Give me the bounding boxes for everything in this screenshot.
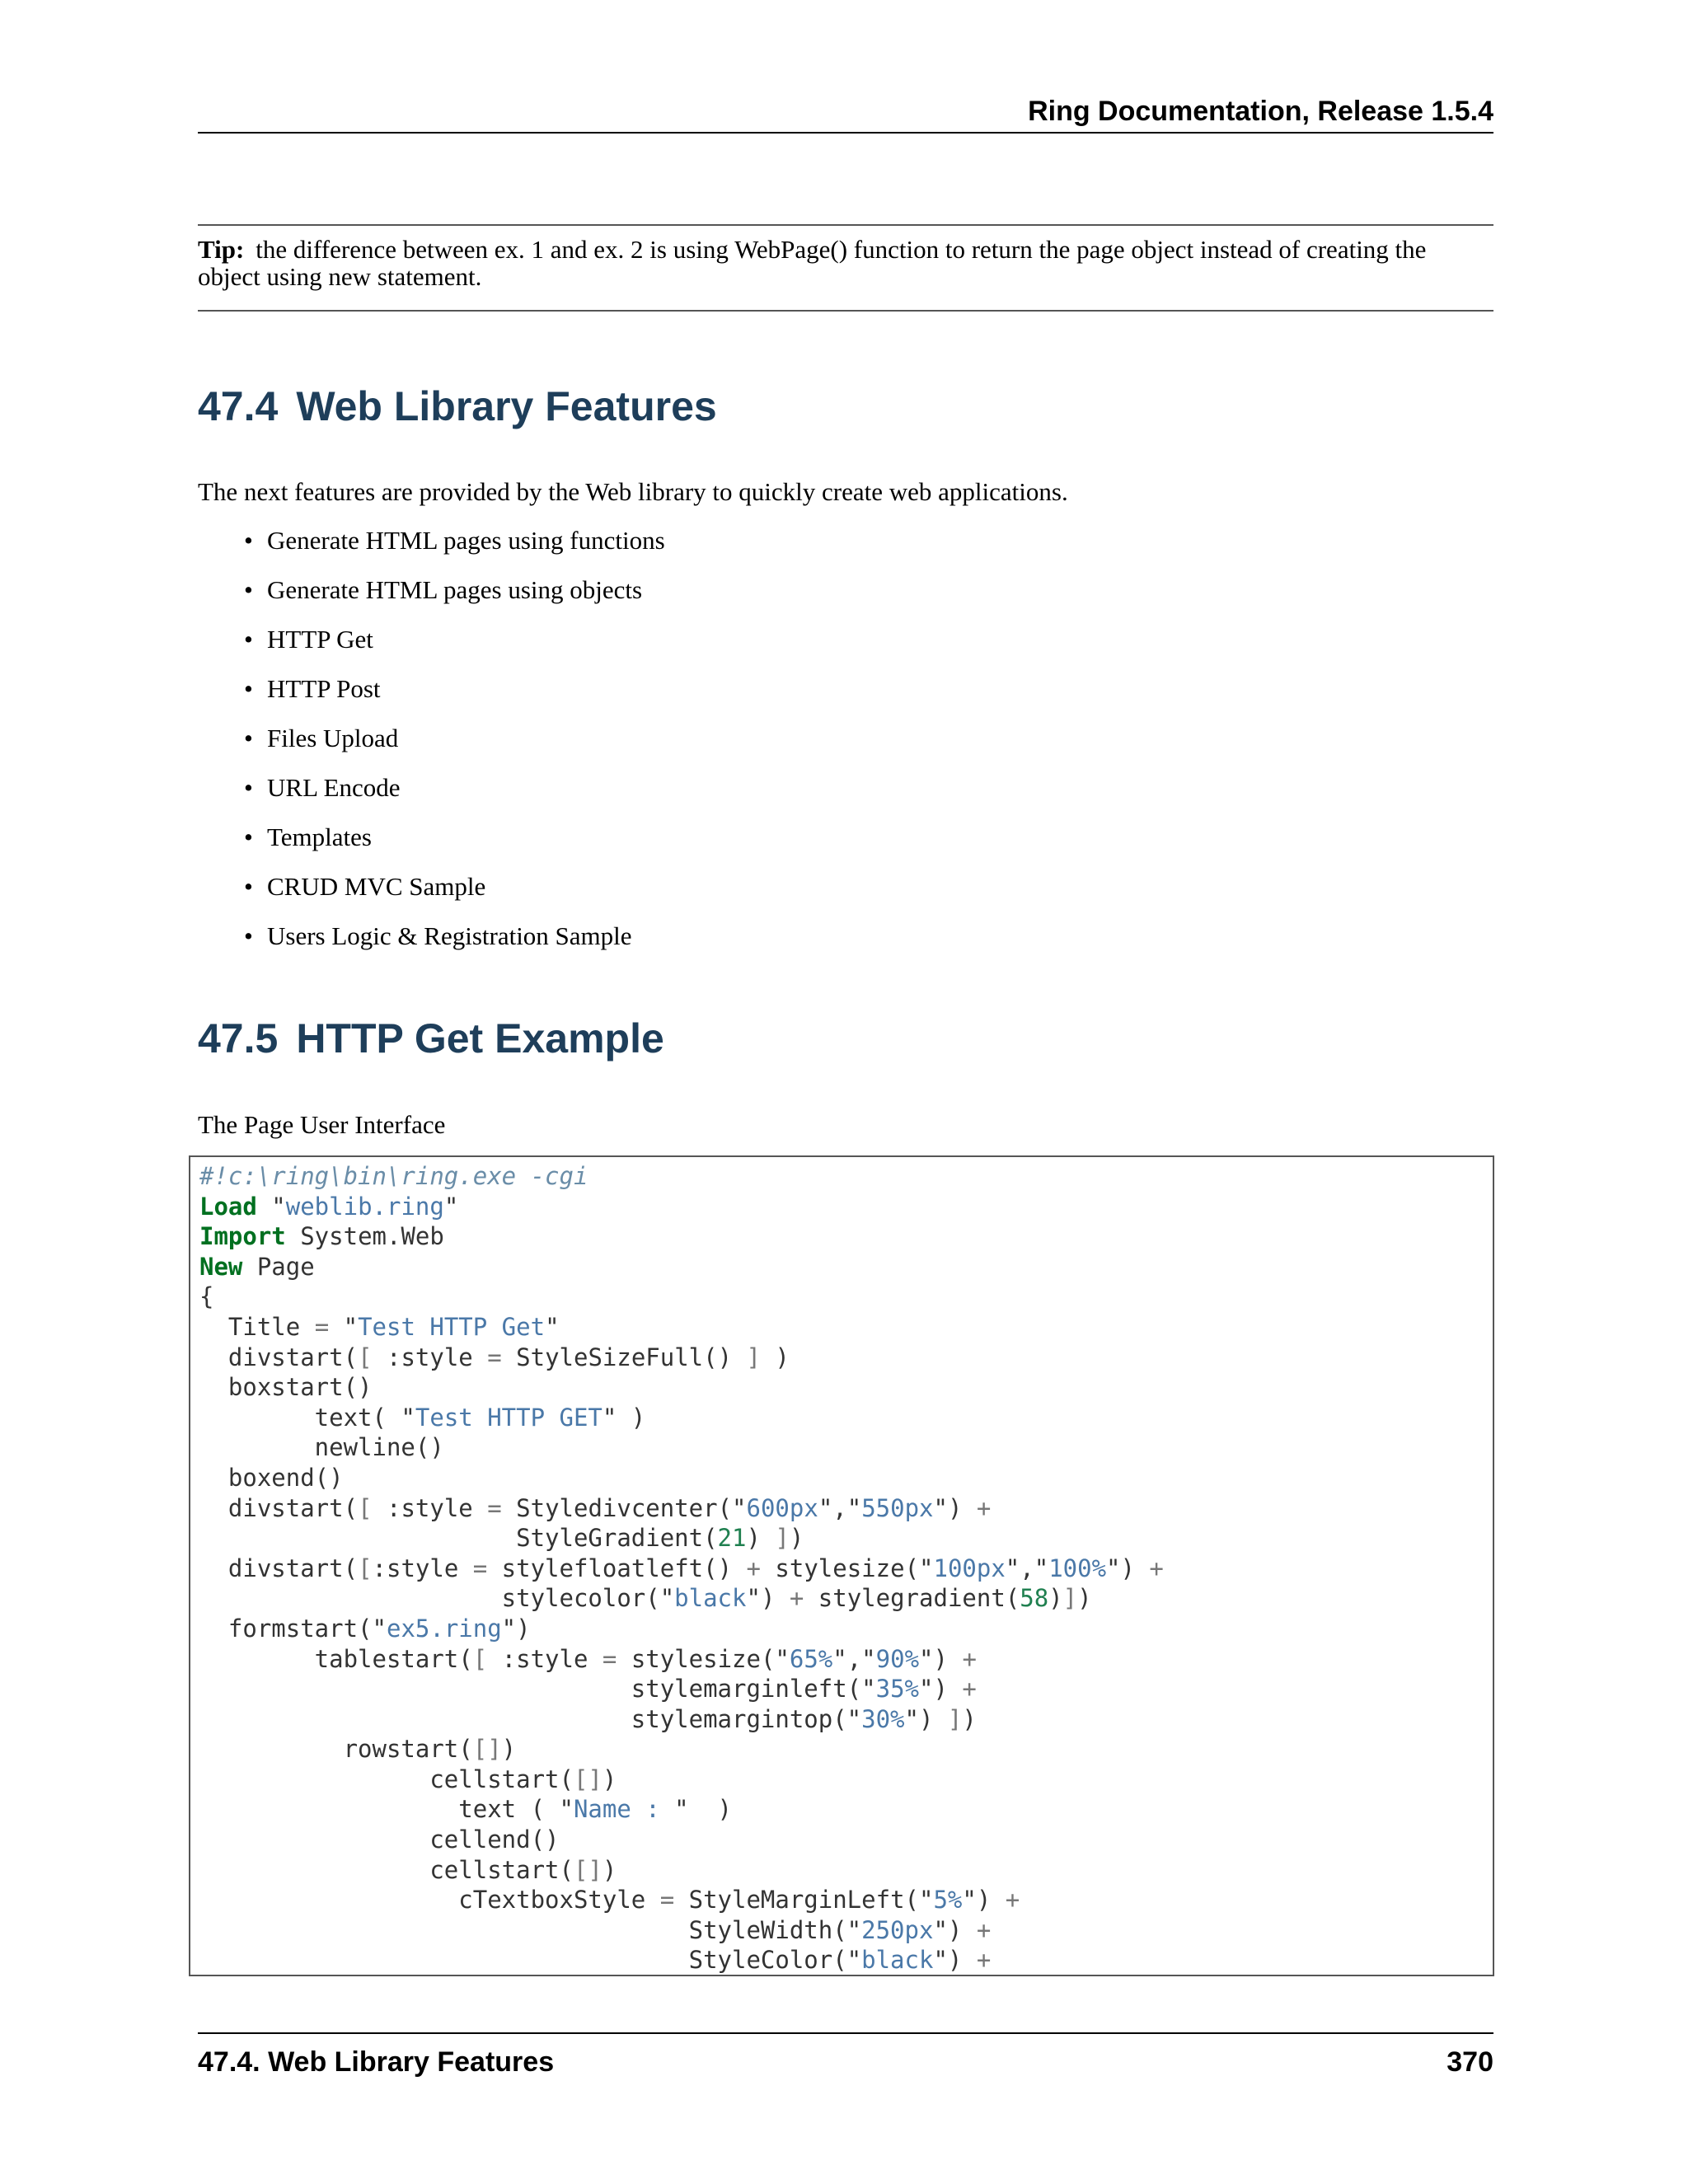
code-line: newline() (199, 1433, 444, 1462)
code-line: stylemarginleft("35%") + (199, 1675, 977, 1704)
code-line: stylecolor("black") + stylegradient(58)]) (199, 1584, 1092, 1613)
section-heading-47-5 (198, 1014, 664, 1063)
tip-text: the difference between ex. 1 and ex. 2 is using WebPage() function to return the page object instead of creating the object using new statement. (198, 235, 1427, 291)
header-title: Ring Documentation, Release 1.5.4 (1028, 96, 1493, 127)
code-line: formstart("ex5.ring") (199, 1614, 531, 1643)
section-number: 47.4 (198, 383, 279, 429)
feature-item: • Templates (198, 823, 665, 872)
feature-item: • URL Encode (198, 773, 665, 823)
running-header (198, 92, 1493, 134)
code-listing (199, 1161, 1493, 1975)
code-line: divstart([:style = stylefloatleft() + stylesize("100px","100%") + (199, 1554, 1164, 1582)
code-line: divstart([ :style = Styledivcenter("600px","550px") + (199, 1493, 992, 1522)
code-line: StyleWidth("250px") + (199, 1915, 992, 1944)
code-block (189, 1155, 1494, 1976)
footer-section: 47.4. Web Library Features (198, 2046, 555, 2078)
code-line: tablestart([ :style = stylesize("65%","90%") + (199, 1644, 977, 1673)
tip-box (198, 224, 1493, 312)
code-line: StyleGradient(21) ]) (199, 1524, 804, 1553)
feature-list (198, 526, 665, 971)
code-line: { (199, 1282, 214, 1311)
code-line: divstart([ :style = StyleSizeFull() ] ) (199, 1343, 790, 1371)
code-caption: The Page User Interface (198, 1110, 446, 1139)
code-line: Import System.Web (199, 1222, 444, 1251)
code-line: rowstart([]) (199, 1735, 517, 1764)
code-line: Load "weblib.ring" (199, 1192, 459, 1221)
code-line: text ( "Name : " ) (199, 1795, 733, 1824)
code-line: text( "Test HTTP GET" ) (199, 1403, 646, 1432)
code-line: Title = "Test HTTP Get" (199, 1312, 560, 1341)
code-line: cellstart([]) (199, 1765, 617, 1793)
code-line: cellend() (199, 1825, 560, 1854)
section-title: HTTP Get Example (296, 1015, 664, 1062)
section-title: Web Library Features (296, 383, 717, 429)
code-line: boxend() (199, 1463, 344, 1492)
feature-item: • HTTP Post (198, 674, 665, 724)
code-line: #!c:\ring\bin\ring.exe -cgi (199, 1162, 588, 1190)
feature-item: • CRUD MVC Sample (198, 872, 665, 921)
code-line: boxstart() (199, 1373, 373, 1402)
code-line: cellstart([]) (199, 1855, 617, 1884)
feature-item: • Users Logic & Registration Sample (198, 921, 665, 971)
feature-item: • Generate HTML pages using objects (198, 575, 665, 625)
running-footer (198, 2032, 1493, 2080)
feature-item: • Generate HTML pages using functions (198, 526, 665, 575)
section-heading-47-4 (198, 382, 717, 431)
feature-item: • HTTP Get (198, 625, 665, 674)
tip-label: Tip: (198, 235, 245, 264)
code-line: New Page (199, 1252, 315, 1281)
code-line: cTextboxStyle = StyleMarginLeft("5%") + (199, 1886, 1020, 1915)
section-number: 47.5 (198, 1015, 279, 1062)
page-number: 370 (1447, 2046, 1493, 2078)
intro-paragraph: The next features are provided by the Web library to quickly create web applications. (198, 477, 1068, 506)
code-line: StyleColor("black") + (199, 1946, 992, 1975)
code-line: stylemargintop("30%") ]) (199, 1704, 977, 1733)
feature-item: • Files Upload (198, 724, 665, 773)
